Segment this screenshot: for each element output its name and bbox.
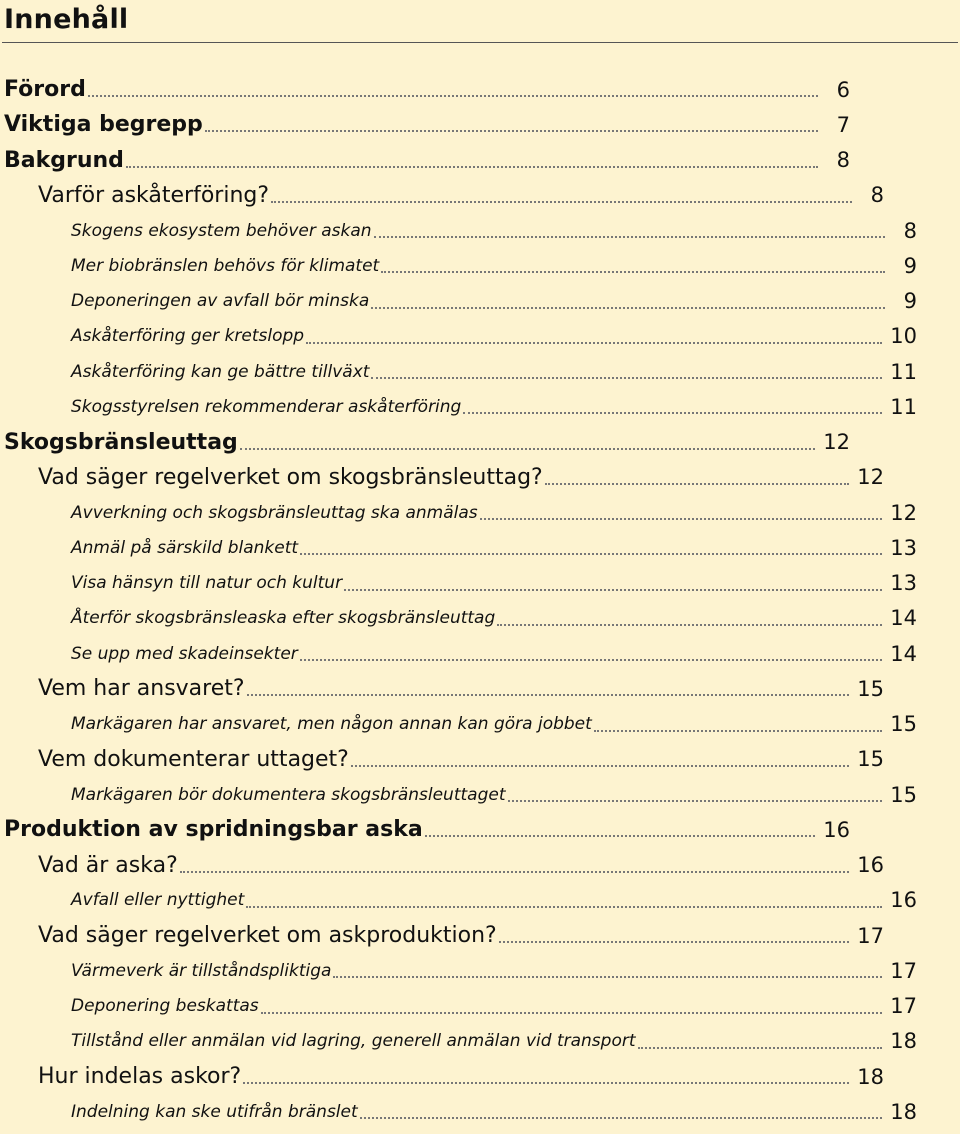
toc-entry[interactable]	[0, 742, 898, 777]
toc-entry[interactable]	[0, 495, 931, 530]
toc-entry-title: Vem har ansvaret?	[38, 676, 245, 702]
toc-entry[interactable]	[0, 601, 931, 636]
toc-entry-title: Anmäl på särskild blankett	[71, 537, 299, 558]
dot-leader	[333, 976, 882, 978]
toc-page-number: 18	[890, 1029, 917, 1054]
toc-page-number: 15	[857, 676, 884, 701]
toc-entry-title: Återför skogsbränsleaska efter skogsbränsleuttag	[71, 608, 496, 629]
toc-entry[interactable]	[0, 636, 931, 671]
toc-entry-title: Tillstånd eller anmälan vid lagring, generell anmälan vid transport	[71, 1031, 636, 1052]
dot-leader	[271, 201, 852, 203]
toc-entry[interactable]	[0, 989, 931, 1024]
toc-page-number: 15	[890, 712, 917, 736]
dot-leader	[425, 835, 816, 837]
dot-leader	[344, 589, 882, 591]
toc-entry[interactable]	[0, 918, 898, 953]
toc-page-number: 9	[903, 289, 917, 313]
toc-entry[interactable]	[0, 530, 931, 565]
toc-page-number: 16	[857, 853, 884, 877]
toc-entry-title: Se upp med skadeinsekter	[71, 643, 298, 664]
dot-leader	[381, 271, 885, 273]
toc-entry[interactable]	[0, 213, 931, 248]
dot-leader	[261, 1012, 883, 1014]
toc-page-number: 12	[857, 465, 884, 490]
toc-entry[interactable]	[0, 1094, 931, 1129]
dot-leader	[88, 95, 818, 97]
toc-entry-title: Vad är aska?	[38, 852, 178, 878]
toc-entry-title: Förord	[4, 77, 86, 102]
toc-entry-title: Visa hänsyn till natur och kultur	[71, 573, 343, 593]
toc-page-number: 17	[890, 994, 917, 1018]
dot-leader	[480, 518, 883, 520]
toc-page-number: 13	[890, 535, 917, 560]
toc-page-number: 10	[890, 324, 917, 349]
toc-page-number: 14	[890, 606, 917, 631]
dot-leader	[243, 1082, 849, 1084]
toc-entry[interactable]	[0, 143, 864, 178]
toc-entry-title: Varför askåterföring?	[38, 182, 270, 208]
dot-leader	[497, 624, 882, 626]
toc-entry[interactable]	[0, 248, 931, 283]
dot-leader	[351, 765, 849, 767]
toc-entry[interactable]	[0, 107, 864, 142]
dot-leader	[499, 941, 850, 943]
dot-leader	[300, 659, 882, 661]
toc-entry-title: Skogens ekosystem behöver askan	[71, 220, 372, 241]
title-divider	[2, 42, 958, 43]
toc-entry-title: Hur indelas askor?	[38, 1064, 242, 1089]
dot-leader	[371, 307, 885, 309]
toc-entry-title: Bakgrund	[4, 147, 124, 173]
dot-leader	[247, 694, 850, 696]
dot-leader	[300, 553, 882, 555]
toc-entry-title: Vad säger regelverket om skogsbränsleuttag?	[38, 464, 543, 490]
toc-entry[interactable]	[0, 284, 931, 319]
toc-entry[interactable]	[0, 848, 898, 883]
toc-entry-title: Skogsstyrelsen rekommenderar askåterföring	[71, 396, 462, 417]
toc-page-number: 8	[836, 148, 850, 172]
dot-leader	[205, 130, 818, 132]
toc-page-number: 7	[836, 112, 850, 137]
toc-page-number: 17	[890, 958, 917, 983]
toc-page-number: 16	[823, 817, 850, 842]
toc-entry[interactable]	[0, 883, 931, 918]
toc-entry[interactable]	[0, 671, 898, 706]
toc-page-number: 9	[903, 253, 917, 278]
toc-entry-title: Askåterföring ger kretslopp	[71, 326, 305, 347]
toc-entry[interactable]	[0, 72, 864, 107]
toc-page-number: 11	[890, 359, 917, 384]
toc-entry-title: Viktiga begrepp	[4, 112, 203, 138]
toc-page-number: 13	[890, 571, 917, 595]
dot-leader	[246, 906, 882, 908]
toc-entry-title: Markägaren har ansvaret, men någon annan kan göra jobbet	[71, 714, 592, 734]
dot-leader	[240, 448, 815, 450]
dot-leader	[508, 800, 883, 802]
toc-entry-title: Skogsbränsleuttag	[4, 429, 238, 455]
toc-entry-title: Värmeverk är tillståndspliktiga	[71, 960, 332, 981]
toc-entry-title: Indelning kan ske utifrån bränslet	[71, 1101, 358, 1122]
toc-page-number: 12	[890, 500, 917, 525]
dot-leader	[126, 166, 818, 168]
toc-entry-title: Avfall eller nyttighet	[71, 890, 245, 911]
toc-entry-title: Markägaren bör dokumentera skogsbränsleuttaget	[71, 784, 506, 805]
dot-leader	[594, 730, 882, 732]
dot-leader	[306, 342, 882, 344]
toc-entry[interactable]	[0, 812, 864, 847]
toc-entry[interactable]	[0, 425, 864, 460]
page-title: Innehåll	[4, 4, 129, 35]
toc-entry[interactable]	[0, 777, 931, 812]
toc-page-number: 8	[903, 218, 917, 243]
toc-entry[interactable]	[0, 707, 931, 742]
toc-entry[interactable]	[0, 460, 898, 495]
toc-page-number: 11	[890, 394, 917, 419]
toc-page-number: 8	[870, 183, 884, 208]
toc-page-number: 12	[823, 430, 850, 454]
toc-entry-title: Avverkning och skogsbränsleuttag ska anmälas	[71, 502, 478, 523]
dot-leader	[180, 871, 850, 873]
toc-entry[interactable]	[0, 319, 931, 354]
toc-entry[interactable]	[0, 566, 931, 601]
toc-entry[interactable]	[0, 389, 931, 424]
toc-entry-title: Vad säger regelverket om askproduktion?	[38, 923, 497, 948]
toc-page-number: 15	[890, 782, 917, 807]
toc-page-number: 17	[857, 923, 884, 948]
toc-entry-title: Deponeringen av avfall bör minska	[71, 291, 370, 311]
dot-leader	[374, 236, 885, 238]
toc-page-number: 14	[890, 641, 917, 666]
dot-leader	[371, 377, 882, 379]
toc-page-number: 15	[857, 747, 884, 772]
toc-entry[interactable]	[0, 1059, 898, 1094]
toc-entry-title: Produktion av spridningsbar aska	[4, 817, 423, 843]
toc-entry-title: Vem dokumenterar uttaget?	[38, 746, 349, 772]
dot-leader	[463, 412, 882, 414]
dot-leader	[545, 483, 850, 485]
toc-entry-title: Askåterföring kan ge bättre tillväxt	[71, 361, 370, 382]
dot-leader	[360, 1117, 883, 1119]
toc-page-number: 6	[836, 77, 850, 102]
toc-page-number: 16	[890, 888, 917, 913]
toc-page-number: 18	[857, 1064, 884, 1089]
toc-entry[interactable]	[0, 1024, 931, 1059]
toc-entry[interactable]	[0, 953, 931, 988]
dot-leader	[638, 1047, 883, 1049]
toc-entry-title: Mer biobränslen behövs för klimatet	[71, 255, 380, 276]
toc-page-number: 18	[890, 1099, 917, 1124]
toc-entry[interactable]	[0, 178, 898, 213]
toc-entry-title: Deponering beskattas	[71, 996, 259, 1016]
toc-entry[interactable]	[0, 354, 931, 389]
